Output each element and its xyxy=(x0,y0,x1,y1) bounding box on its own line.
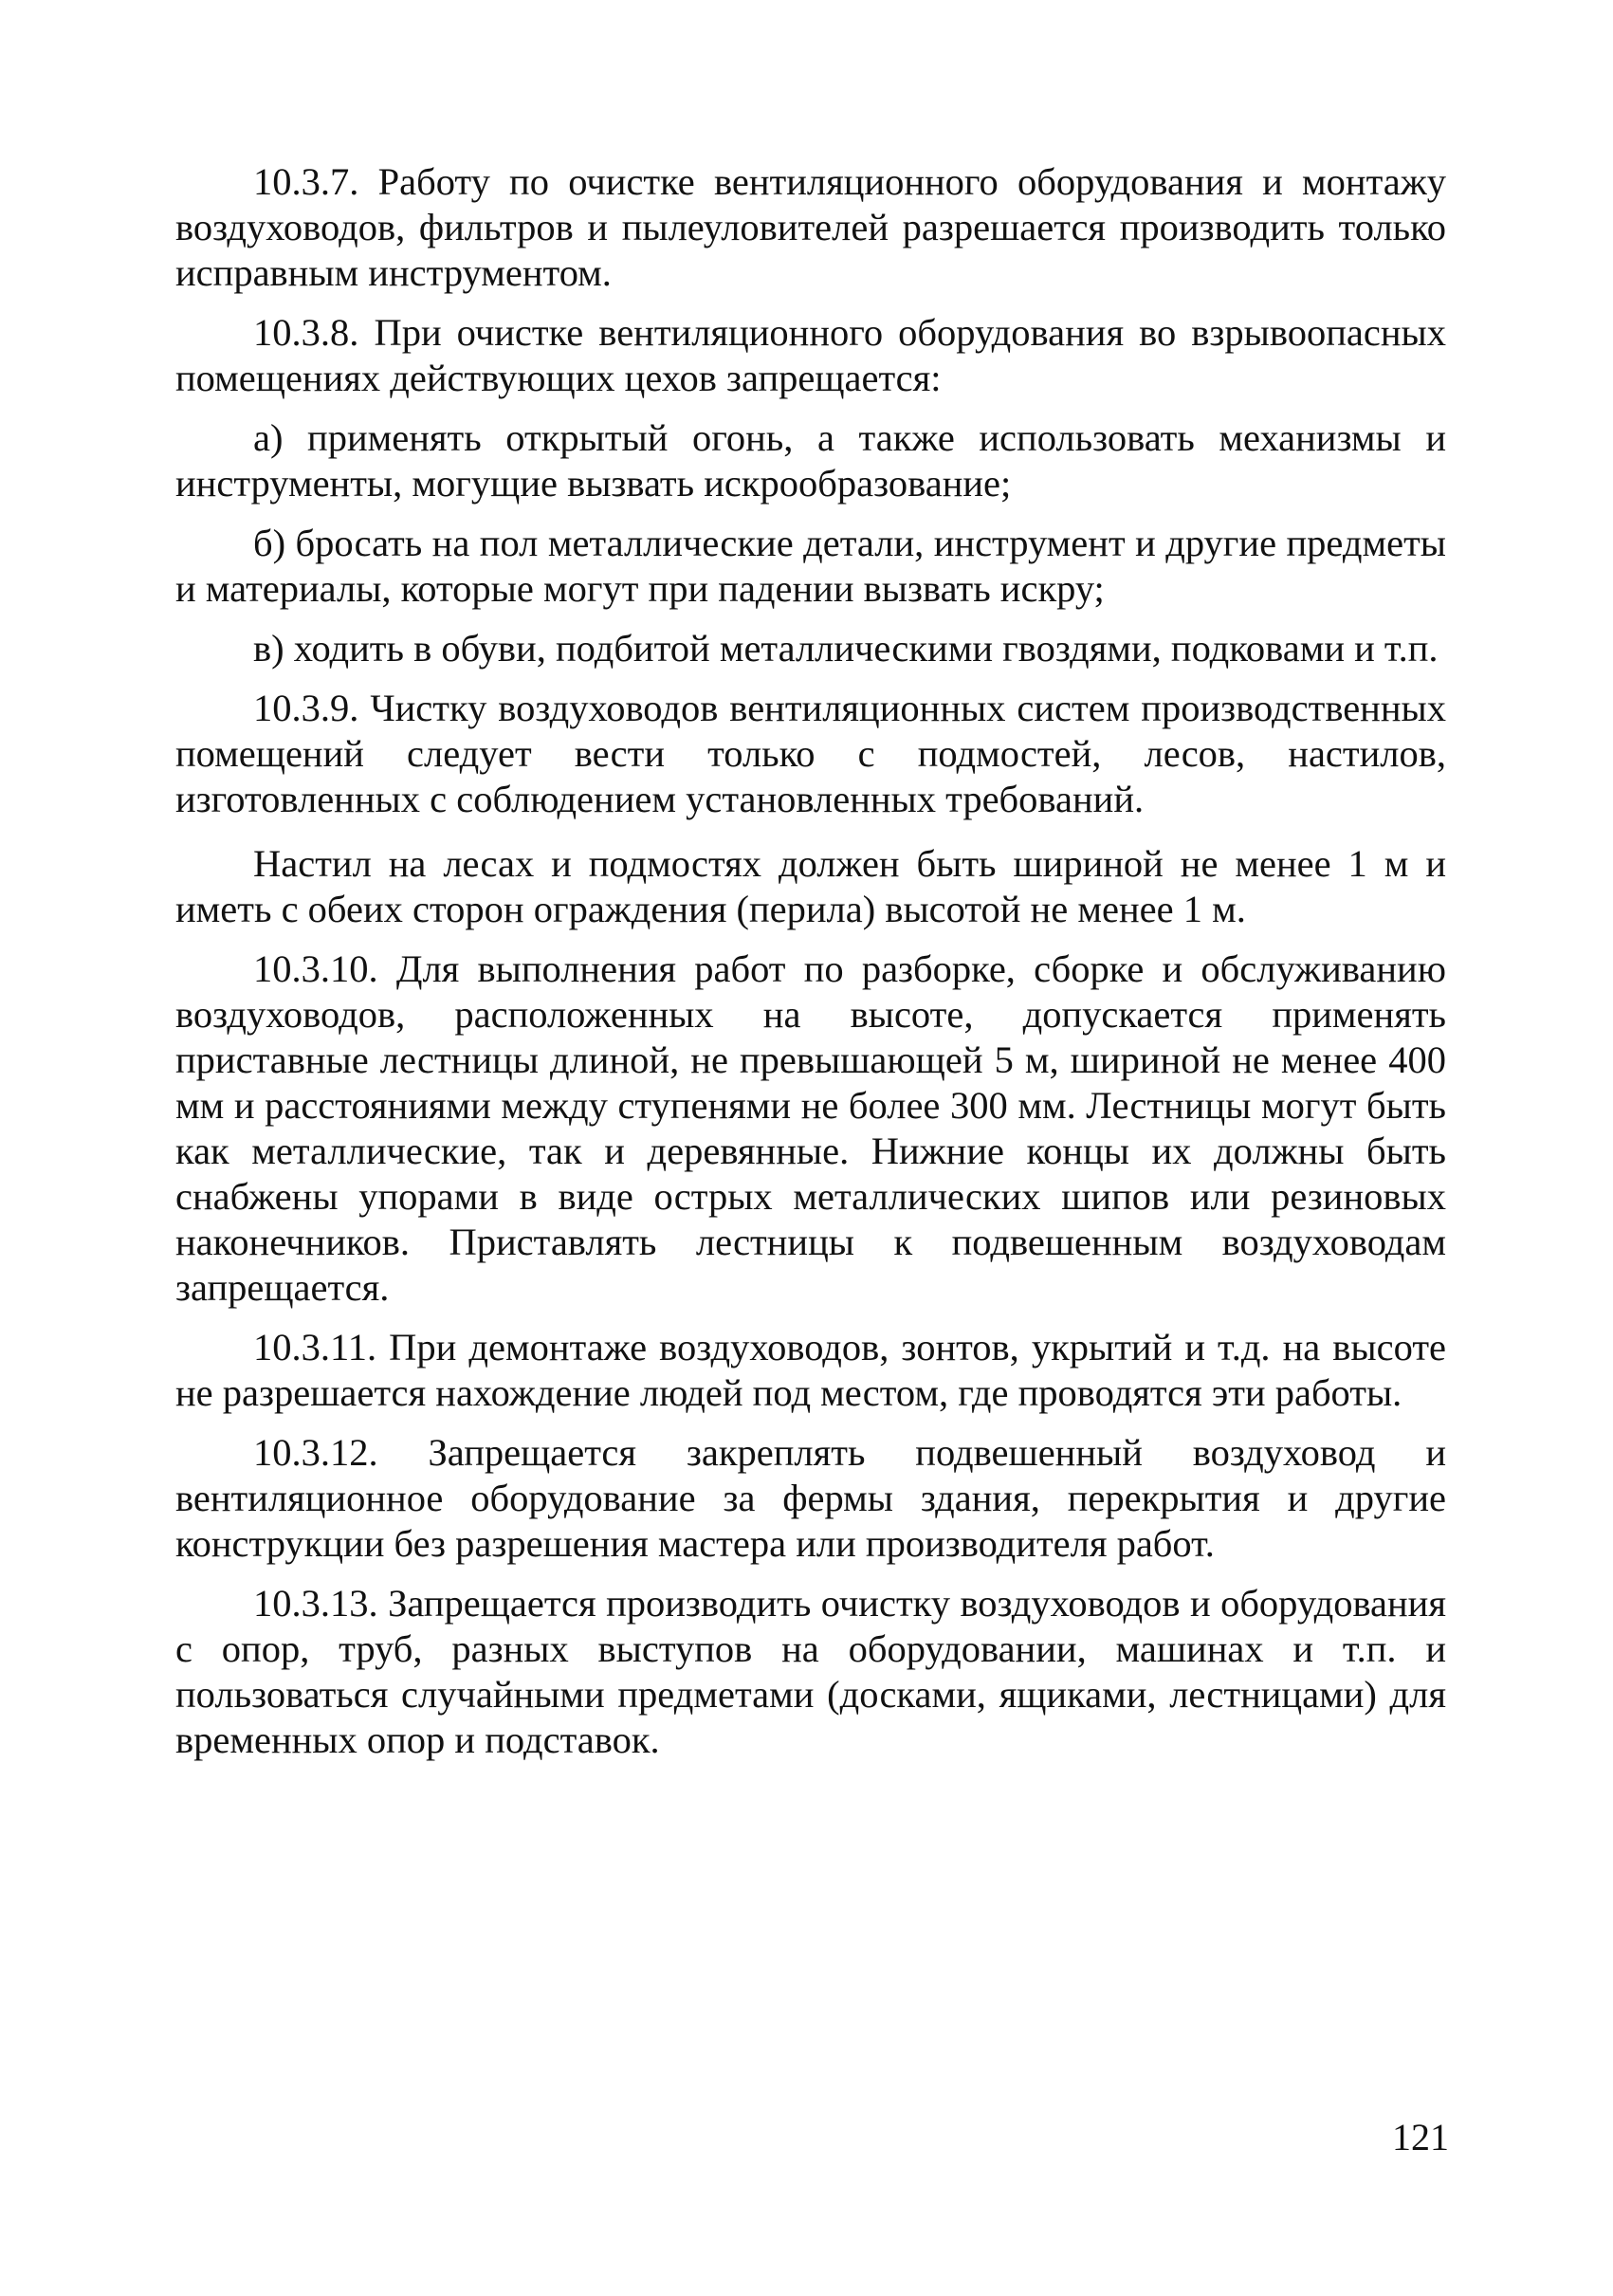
paragraph-10-3-11: 10.3.11. При демонтаже воздуховодов, зонтов, укрытий и т.д. на высоте не разрешается нахождение людей под местом, где проводятся эти работы. xyxy=(175,1326,1446,1414)
paragraph-10-3-9: 10.3.9. Чистку воздуховодов вентиляционных систем производственных помещений следует вести только с подмостей, лесов, настилов, изготовленных с соблюдением установленных требований. xyxy=(175,687,1446,820)
paragraph-scaffold-flooring: Настил на лесах и подмостях должен быть шириной не менее 1 м и иметь с обеих сторон ограждения (перила) высотой не менее 1 м. xyxy=(175,842,1446,930)
paragraph-10-3-10: 10.3.10. Для выполнения работ по разборке, сборке и обслуживанию воздуховодов, расположенных на высоте, допускается применять приставные лестницы длиной, не превышающей 5 м, шириной не менее 400 мм и расстояниями между ступенями не более 300 мм. Лестницы могут быть как металлические, так и деревянные. Нижние концы их должны быть снабжены упорами в виде острых металлических шипов или резиновых наконечников. Приставлять лестницы к подвешенным воздуховодам запрещается. xyxy=(175,947,1446,1309)
list-item-b: б) бросать на пол металлические детали, инструмент и другие предметы и материалы, которые могут при падении вызвать искру; xyxy=(175,522,1446,610)
list-item-v: в) ходить в обуви, подбитой металлическими гвоздями, подковами и т.п. xyxy=(253,627,1439,670)
paragraph-10-3-12: 10.3.12. Запрещается закреплять подвешенный воздуховод и вентиляционное оборудование за фермы здания, перекрытия и другие конструкции без разрешения мастера или производителя работ. xyxy=(175,1431,1446,1565)
paragraph-10-3-13: 10.3.13. Запрещается производить очистку воздуховодов и оборудования с опор, труб, разных выступов на оборудовании, машинах и т.п. и пользоваться случайными предметами (досками, ящиками, лестницами) для временных опор и подставок. xyxy=(175,1582,1446,1761)
paragraph-10-3-8: 10.3.8. При очистке вентиляционного оборудования во взрывоопасных помещениях действующих цехов запрещается: xyxy=(175,311,1446,399)
list-item-a: а) применять открытый огонь, а также использовать механизмы и инструменты, могущие вызвать искрообразование; xyxy=(175,416,1446,505)
page-number: 121 xyxy=(1392,2116,1449,2158)
paragraph-10-3-7: 10.3.7. Работу по очистке вентиляционного оборудования и монтажу воздуховодов, фильтров и пылеуловителей разрешается производить только исправным инструментом. xyxy=(175,160,1446,294)
document-page xyxy=(175,159,1446,1763)
